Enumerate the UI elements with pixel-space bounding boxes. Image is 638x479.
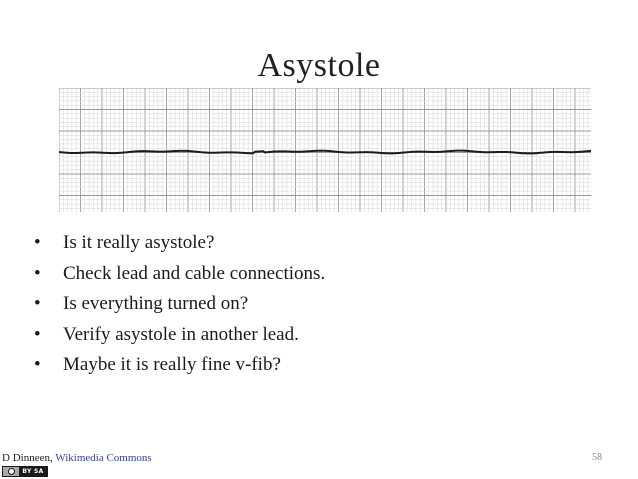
bullet-glyph: • (34, 323, 41, 345)
image-credit (2, 451, 152, 465)
bullet-text: Is everything turned on? (63, 293, 249, 314)
slide-title: Asystole (257, 47, 381, 84)
bullet-text: Is it really asystole? (63, 232, 215, 253)
credit-author: D Dinneen, (2, 452, 53, 464)
bullet-glyph: • (34, 232, 41, 253)
ecg-strip-image (59, 88, 591, 212)
bullet-item (34, 320, 325, 351)
bullet-text: Check lead and cable connections. (63, 262, 326, 284)
license-badge[interactable] (2, 466, 48, 477)
bullet-item (34, 259, 325, 290)
ecg-strip-graphic (59, 88, 591, 212)
page-number: 58 (592, 452, 602, 463)
creative-commons-icon (3, 467, 19, 476)
license-badge-text: BY SA (22, 468, 44, 475)
bullet-item (34, 289, 325, 320)
wikimedia-commons-link[interactable]: Wikimedia Commons (55, 452, 152, 464)
bullet-text: Verify asystole in another lead. (63, 323, 299, 345)
bullet-item (34, 228, 325, 259)
bullet-item (34, 350, 325, 381)
bullet-text: Maybe it is really fine v-fib? (63, 354, 281, 375)
bullet-glyph: • (34, 262, 41, 284)
bullet-list (34, 228, 325, 381)
bullet-glyph: • (34, 354, 41, 375)
bullet-glyph: • (34, 293, 41, 314)
